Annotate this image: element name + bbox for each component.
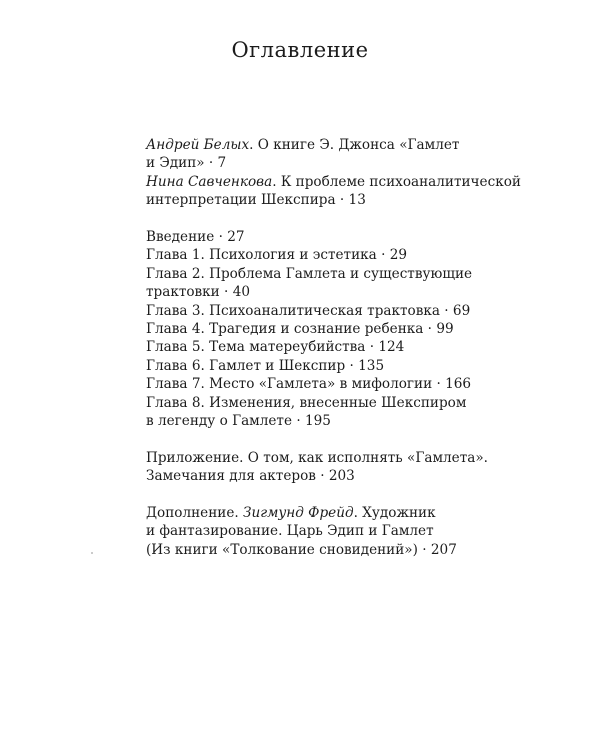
toc-group-chapters — [146, 228, 546, 430]
toc-entry — [146, 504, 546, 522]
toc-entry: и фантазирование. Царь Эдип и Гамлет — [146, 523, 434, 540]
toc-entry — [146, 191, 546, 209]
toc-entry-author: Нина Савченкова — [146, 173, 273, 190]
toc-entry: Глава 3. Психоаналитическая трактовка · 69 — [146, 302, 471, 319]
toc-entry: Приложение. О том, как исполнять «Гамлета». — [146, 449, 488, 466]
toc-entry: Глава 5. Тема матереубийства · 124 — [146, 339, 405, 356]
toc-entry: Глава 8. Изменения, внесенные Шекспиром — [146, 394, 467, 411]
toc-group-prefaces — [146, 136, 546, 210]
toc-entry-text: . О книге Э. Джонса «Гамлет — [249, 137, 460, 153]
page-title: Оглавление — [231, 38, 369, 62]
toc-entry: Глава 4. Трагедия и сознание ребенка · 99 — [146, 321, 454, 338]
toc-entry: (Из книги «Толкование сновидений») · 207 — [146, 541, 457, 558]
toc-entry-author: Андрей Белых — [146, 137, 250, 153]
toc-entry: Введение · 27 — [146, 229, 245, 246]
toc-entry: Глава 7. Место «Гамлета» в мифологии · 166 — [146, 376, 472, 393]
toc-entry: Глава 1. Психология и эстетика · 29 — [146, 247, 408, 264]
toc-entry: Замечания для актеров · 203 — [146, 468, 355, 485]
toc-group-supplement — [146, 504, 546, 559]
toc-entry-prefix: Дополнение. — [146, 505, 244, 522]
margin-speck — [91, 552, 93, 554]
toc-entry-text: и Эдип» · 7 — [146, 155, 227, 172]
toc-entry: трактовки · 40 — [146, 284, 250, 301]
toc-entry: Глава 6. Гамлет и Шекспир · 135 — [146, 357, 385, 374]
toc-entry: в легенду о Гамлете · 195 — [146, 413, 331, 430]
toc-entry-author: Зигмунд Фрейд — [243, 505, 354, 522]
toc-entry — [146, 173, 546, 191]
toc-entry-text: . К проблеме психоаналитической — [272, 173, 521, 190]
toc-entry: Глава 2. Проблема Гамлета и существующие — [146, 265, 473, 282]
toc-group-appendix — [146, 449, 546, 486]
toc-entry — [146, 136, 546, 154]
toc-entry-text: . Художник — [353, 505, 436, 522]
toc-entry — [146, 154, 546, 172]
toc-entry-text: интерпретации Шекспира · 13 — [146, 192, 366, 209]
table-of-contents — [146, 136, 546, 578]
